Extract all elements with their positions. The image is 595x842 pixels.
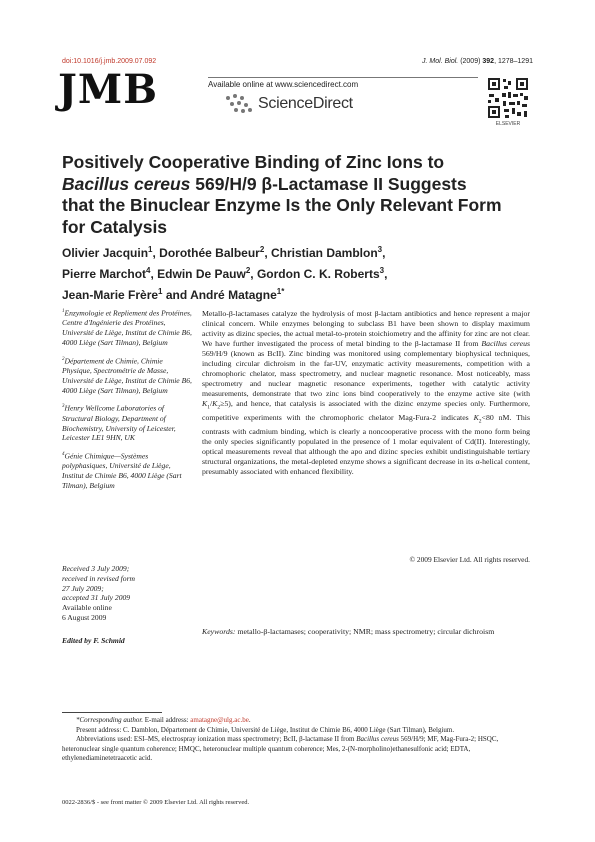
abstract-species: Bacillus cereus [481,339,531,349]
affiliation-number: 4 [62,452,65,458]
abbreviations-text: Abbreviations used: ESI–MS, electrospray ionization mass spectrometry; BcII, β-lactamase II from [76,735,357,743]
front-matter-line: 0022-2836/$ - see front matter © 2009 Elsevier Ltd. All rights reserved. [62,799,250,806]
online-label: Available online [62,603,112,613]
corresponding-author-note [62,716,532,726]
accepted-date: accepted 31 July 2009 [62,593,131,603]
jmb-logo: JMB [58,66,159,113]
journal-volume: 392 [482,58,495,65]
author-name: Pierre Marchot [62,267,147,281]
sciencedirect-wordmark: ScienceDirect [258,95,353,112]
author-separator: , [250,267,257,281]
affiliation-item [62,355,192,396]
abstract-text: Metallo-β-lactamases catalyze the hydrolysis of most β-lactam antibiotics and hence represent a major clinical concern. While enzymes belonging to subclass B1 have been shown to display maximum activity as dizinc species, the actual metal-to-protein stoichiometry and the affinity for zinc are not clear. We have further investigated the process of metal binding to the β-lactamase II from [202,309,530,349]
received-date: Received 3 July 2009; [62,564,130,573]
author-separator: and [162,288,191,302]
sciencedirect-logo [224,94,353,114]
email-label: E-mail address: [143,716,191,724]
present-address-note: Present address: C. Damblon, Département de Chimie, Université de Liège, Institut de Chimie B6, 4000 Liège (Sart Tilman), Belgium. [76,725,455,734]
abstract-text: 569/H/9 (known as BcII). Zinc binding was monitored using complementary biophysical techniques, including circular dichroism in the far-UV, enzymatic activity measurements, competition with a chromophoric chelator, mass spectrometry, and nuclear magnetic resonance. Most noticeably, mass spectrometry and nuclear magnetic resonance experiments, together with catalytic activity measurements, demonstrate that two zinc ions bind cooperatively to the enzyme active site (with [202,349,530,399]
affiliation-text: Henry Wellcome Laboratories of Structural Biology, Department of Biochemistry, University of Leicester, Leicester LE1 9HN, UK [62,403,176,443]
affiliation-text: Enzymologie et Repliement des Protéines, Centre d'Ingénierie des Protéines, Université de Liège, Institut de Chimie B6, 4000 Liège (Sart Tilman), Belgium [62,308,192,347]
corresponding-author-label: *Corresponding author. [76,716,144,724]
abbreviations-species: Bacillus cereus [356,735,399,743]
email-link[interactable]: amatagne@ulg.ac.be [190,716,249,724]
abbreviations-note [62,735,532,764]
affiliations [62,307,192,498]
revised-label: received in revised form [62,573,136,583]
elsevier-tree-icon [486,76,530,120]
abstract-text: ≥5), and hence, that catalysis is associated with the dizinc enzyme species only. Furthermore, competitive experiments with the chromophoric chelator Mag-Fura-2 indicates [202,399,530,423]
affiliation-item [62,450,192,491]
footnote-divider [62,712,162,713]
author-name: Olivier Jacquin [62,246,149,260]
footnotes [62,716,532,764]
author-name: Christian Damblon [270,246,378,260]
abstract-symbol: / [209,399,213,409]
author-affiliation-mark: 3 [377,245,383,254]
author-name: Gordon C. K. Roberts [256,267,380,281]
available-online-text: Available online at www.sciencedirect.com [208,80,359,89]
abstract-text: <80 nM. This contrasts with cadmium binding, which is clearly a noncooperative process with the mono form being the only species significantly populated in the presence of 1 molar equivalent of Cd(II). Interestingly, optical measurements reveal that although the apo and dizinc species exhibit undistinguishable tertiary structural organizations, the metal-depleted enzyme shows a significant decrease in its α-helical content, presumably associated with enhanced flexibility. [202,413,531,476]
journal-name: J. Mol. Biol. [422,58,459,65]
author-name: André Matagne [190,288,277,302]
keywords-text: metallo-β-lactamases; cooperativity; NMR; mass spectrometry; circular dichroism [235,627,495,636]
journal-pages: , 1278–1291 [494,58,533,65]
journal-citation [422,58,533,65]
article-history [62,564,192,623]
author-separator: , [384,267,388,281]
author-affiliation-mark: 4 [146,266,151,275]
affiliation-item [62,402,192,443]
author-affiliation-mark: 1 [148,245,153,254]
article-title [62,152,532,238]
author-separator: , [382,246,386,260]
affiliation-number: 3 [62,404,65,410]
author-affiliation-mark: 1 [158,287,163,296]
abstract [202,309,530,477]
author-separator: , [150,267,158,281]
keywords-label: Keywords: [202,627,236,636]
author-separator: , [152,246,160,260]
affiliation-item [62,307,192,348]
header-rule [208,77,478,78]
doi-link[interactable]: doi:10.1016/j.jmb.2009.07.092 [62,58,157,65]
abstract-subscript: 2 [217,404,221,411]
author-affiliation-mark: 2 [259,245,265,254]
abstract-subscript: 2 [478,418,482,425]
abstract-symbol: K [473,413,479,423]
affiliation-number: 2 [62,356,65,362]
title-line: that the Binuclear Enzyme Is the Only Relevant Form [62,195,502,215]
author-list [62,241,532,304]
title-species: Bacillus cereus [62,173,191,194]
author-separator: , [264,246,271,260]
affiliation-number: 1 [62,309,65,314]
title-line: Positively Cooperative Binding of Zinc Ions to [62,152,445,172]
author-affiliation-mark: 3 [379,266,385,275]
abstract-symbol: K [202,399,208,409]
affiliation-text: Génie Chimique—Systèmes polyphasiques, Université de Liège, Institut de Chimie B6, 4000 Liège (Sart Tilman), Belgium [62,451,182,491]
email-end: . [248,716,251,724]
author-name: Edwin De Pauw [157,267,246,281]
affiliation-text: Département de Chimie, Chimie Physique, Spectrométrie de Masse, Université de Liège, Institut de Chimie B6, 4000 Liège (Sart Tilman), Belgium [62,356,192,395]
publisher-caption: ELSEVIER [495,121,521,127]
abstract-subscript: 1 [207,404,210,411]
journal-year: (2009) [460,58,481,65]
abstract-symbol: K [212,399,218,409]
sciencedirect-dots-icon [224,94,254,114]
revised-date: 27 July 2009; [62,583,104,593]
title-line: 569/H/9 β-Lactamase II Suggests [190,173,467,194]
copyright-notice: © 2009 Elsevier Ltd. All rights reserved. [409,555,530,564]
author-name: Jean-Marie Frère [62,288,159,302]
author-name: Dorothée Balbeur [159,246,260,260]
abbreviations-text: 569/H/9; MF, Mag-Fura-2; HSQC, heteronuclear single quantum coherence; HMQC, heteronuclear multiple quantum coherence; Mes, 2-(N-morpholino)ethanesulfonic acid; EDTA, ethylenediaminetetraacetic acid. [62,735,499,762]
author-affiliation-mark: 1* [276,287,285,296]
online-date: 6 August 2009 [62,612,107,622]
title-line: for Catalysis [62,216,168,237]
edited-by: Edited by F. Schmid [62,636,125,645]
keywords [202,627,530,637]
author-affiliation-mark: 2 [245,266,251,275]
